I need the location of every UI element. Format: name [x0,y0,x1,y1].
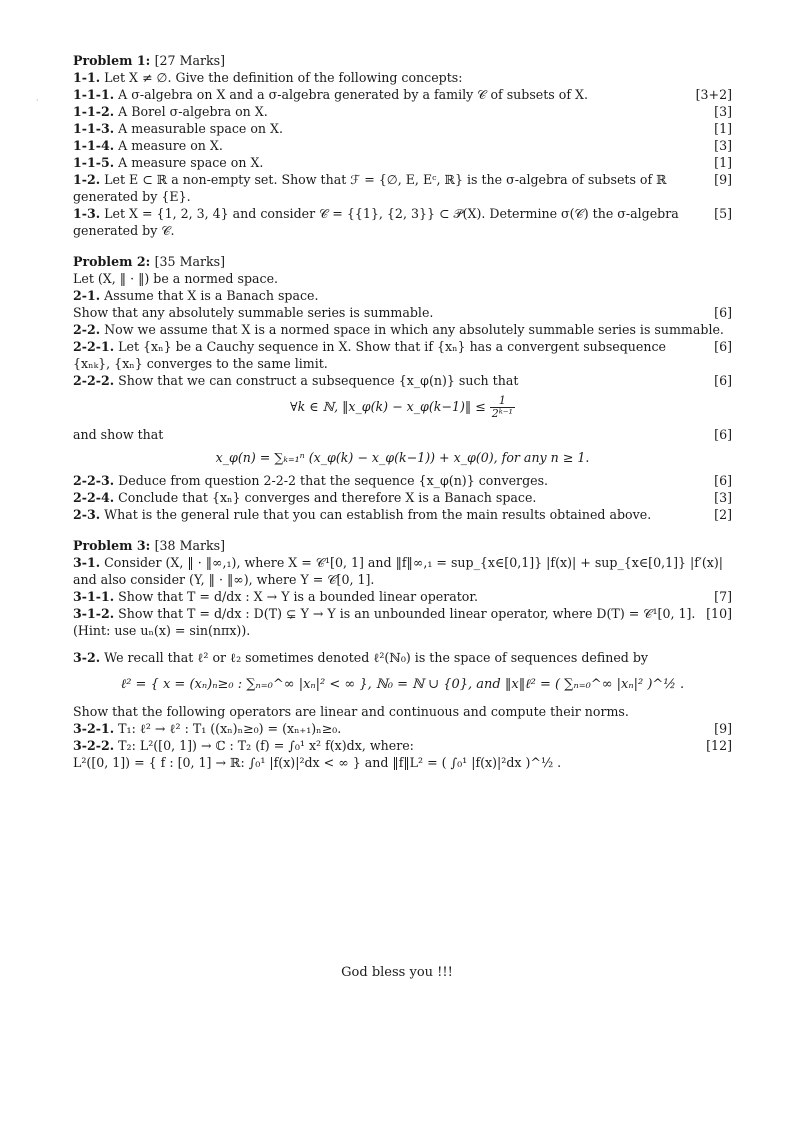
mark: [2] [714,507,732,522]
l2-definition: L²([0, 1]) = { f : [0, 1] → ℝ: ∫₀¹ |f(x)|²dx < ∞ } and ‖f‖L² = ( ∫₀¹ |f(x)|²dx )^½ . [73,755,562,770]
mark: [3] [714,138,732,153]
problem-3-heading: Problem 3: [38 Marks] [73,538,225,553]
problem-1 [73,52,732,239]
question-item: 1-1-2. A Borel σ-algebra on X. [3] [73,104,732,119]
margin-mark: · [36,96,39,105]
equation-1: ∀k ∈ ℕ, ‖x_φ(k) − x_φ(k−1)‖ ≤ $\frac{1}{\text{2ᵏ⁻¹}}$ [290,394,513,420]
question-3-2-2: 3-2-2. T₂: L²([0, 1]) → ℂ : T₂ (f) = ∫₀¹ x² f(x)dx, where: [12] [73,738,732,753]
mark: [7] [714,589,732,604]
mark: [9] [714,721,732,736]
question-3-1-2: 3-1-2. Show that T = d/dx : D(T) ⊊ Y → Y is an unbounded linear operator, where D(T) = 𝒞¹[0, 1]. [10] [73,606,732,621]
show-that-line: and show that [6] [73,427,732,442]
mark: [10] [706,606,732,621]
mark: [6] [714,427,732,442]
footer-blessing: God bless you !!! [341,965,453,980]
mark: [1] [714,155,732,170]
question-2-2-1: 2-2-1. Let {xₙ} be a Cauchy sequence in X. Show that if {xₙ} has a convergent subsequence {xₙₖ}, {xₙ} converges to the same limit. [6] [73,339,732,371]
problem-2-heading: Problem 2: [35 Marks] [73,254,225,269]
mark: [9] [714,172,732,187]
equation-2: x_φ(n) = ∑ₖ₌₁ⁿ (x_φ(k) − x_φ(k−1)) + x_φ(0), for any n ≥ 1. [215,450,590,465]
question-item: 1-1-1. A σ-algebra on X and a σ-algebra generated by a family 𝒞 of subsets of X. [3+2] [73,87,732,102]
problem-1-heading: Problem 1: [27 Marks] [73,53,225,68]
fraction: $\frac{1}{\text{2ᵏ⁻¹}}$ [491,394,513,420]
question-item: 1-1-4. A measure on X. [3] [73,138,732,153]
question-item: 1-2. Let E ⊂ ℝ a non-empty set. Show that ℱ = {∅, E, Eᶜ, ℝ} is the σ-algebra of subsets of ℝ generated by {E}. [9] [73,172,732,204]
question-2-2-3: 2-2-3. Deduce from question 2-2-2 that the sequence {x_φ(n)} converges. [6] [73,473,732,488]
question-item: 1-1-5. A measure space on X. [1] [73,155,732,170]
question-3-1-1: 3-1-1. Show that T = d/dx : X → Y is a bounded linear operator. [7] [73,589,732,604]
question-2-2: 2-2. Now we assume that X is a normed space in which any absolutely summable series is summable. [73,322,724,337]
equation-3: ℓ² = { x = (xₙ)ₙ≥₀ : ∑ₙ₌₀^∞ |xₙ|² < ∞ }, ℕ₀ = ℕ ∪ {0}, and ‖x‖ℓ² = ( ∑ₙ₌₀^∞ |xₙ|² )^½ . [120,677,685,692]
mark: [5] [714,206,732,221]
mark: [6] [714,473,732,488]
mark: [3] [714,490,732,505]
question-item: 1-1. Let X ≠ ∅. Give the definition of the following concepts: [73,70,463,85]
mark: [3+2] [695,87,732,102]
mark: [6] [714,339,732,354]
question-item: 1-3. Let X = {1, 2, 3, 4} and consider 𝒞 = {{1}, {2, 3}} ⊂ 𝒫(X). Determine σ(𝒞) the σ-algebra generated by 𝒞. [5] [73,206,732,238]
question-2-1: 2-1. Assume that X is a Banach space. [73,288,319,303]
mark: [6] [714,373,732,388]
problem-1-items [73,69,732,239]
hint: (Hint: use uₙ(x) = sin(nπx)). [73,623,251,638]
mark: [3] [714,104,732,119]
mark: [12] [706,738,732,753]
question-2-2-2: 2-2-2. Show that we can construct a subsequence {x_φ(n)} such that [6] [73,373,732,388]
problem-3 [73,537,732,771]
question-3-2-1: 3-2-1. T₁: ℓ² → ℓ² : T₁ ((xₙ)ₙ≥₀) = (xₙ₊₁)ₙ≥₀. [9] [73,721,732,736]
question-3-2: 3-2. We recall that ℓ² or ℓ₂ sometimes denoted ℓ²(ℕ₀) is the space of sequences defined by [73,650,649,665]
problem-2-intro: Let (X, ‖ · ‖) be a normed space. [73,271,279,286]
mark: [1] [714,121,732,136]
question-2-1-line2: Show that any absolutely summable series is summable. [6] [73,305,732,320]
question-2-3: 2-3. What is the general rule that you can establish from the main results obtained above. [2] [73,507,732,522]
show-operators: Show that the following operators are linear and continuous and compute their norms. [73,704,629,719]
problem-2 [73,253,732,523]
exam-page [73,52,732,785]
question-3-1: 3-1. Consider (X, ‖ · ‖∞,₁), where X = 𝒞¹[0, 1] and ‖f‖∞,₁ = sup_{x∈[0,1]} |f(x)| + sup_{x∈[0,1]} |f′(x)| and also consider (Y, ‖ · ‖∞), where Y = 𝒞[0, 1]. [73,555,723,587]
question-item: 1-1-3. A measurable space on X. [1] [73,121,732,136]
mark: [6] [714,305,732,320]
question-2-2-4: 2-2-4. Conclude that {xₙ} converges and therefore X is a Banach space. [3] [73,490,732,505]
